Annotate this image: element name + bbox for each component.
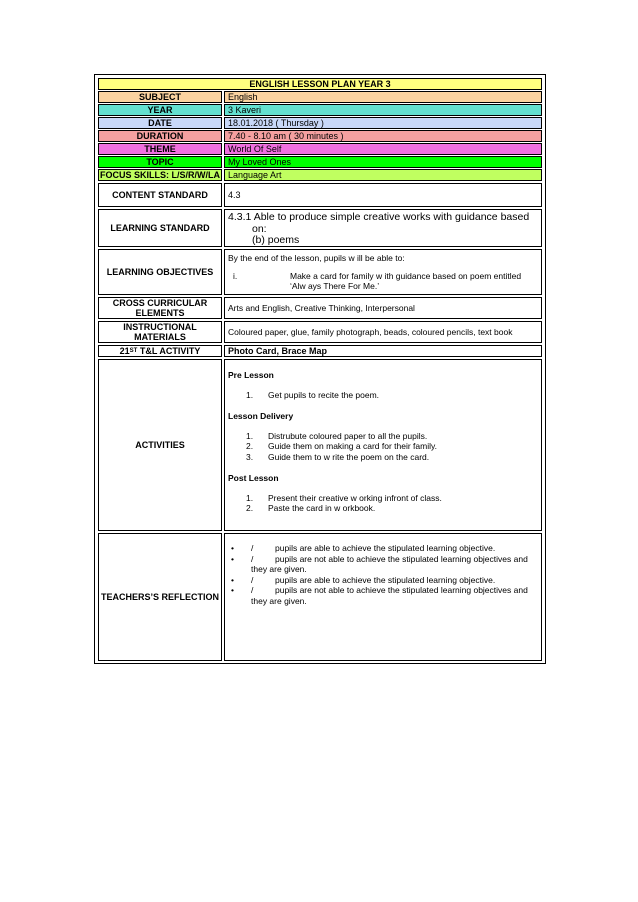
topic-label: TOPIC (98, 156, 222, 168)
learning-standard-line1: 4.3.1 Able to produce simple creative works with guidance based (228, 211, 530, 223)
post-item (228, 503, 541, 514)
cross-curricular-value: Arts and English, Creative Thinking, Interpersonal (224, 297, 542, 319)
date-label: DATE (98, 117, 222, 129)
content-standard-value: 4.3 (224, 183, 542, 207)
delivery-item-number: 2. (246, 441, 254, 451)
post-lesson-heading: Post Lesson (228, 473, 279, 483)
reflection-text: pupils are not able to achieve the stipulated learning objectives and (275, 585, 528, 595)
cross-curricular-label-line1: CROSS CURRICULAR (112, 298, 208, 308)
tl-activity-value: Photo Card, Brace Map (224, 345, 542, 357)
reflection-item (227, 585, 541, 596)
focus-skills-value: Language Art (224, 169, 542, 181)
pre-lesson-heading: Pre Lesson (228, 370, 274, 380)
reflection-value (224, 533, 542, 661)
reflection-text: pupils are not able to achieve the stipulated learning objectives and (275, 553, 528, 564)
lesson-plan-title: ENGLISH LESSON PLAN YEAR 3 (98, 78, 542, 90)
instructional-label-line1: INSTRUCTIONAL (123, 322, 197, 332)
subject-label: SUBJECT (98, 91, 222, 103)
year-value: 3 Kaveri (224, 104, 542, 116)
reflection-label: TEACHERS’S REFLECTION (98, 533, 222, 661)
reflection-text-cont: they are given. (251, 564, 307, 574)
topic-value: My Loved Ones (224, 156, 542, 168)
delivery-item-text: Distrubute coloured paper to all the pupils. (268, 430, 428, 441)
objective-number: i. (233, 271, 238, 281)
reflection-text: pupils are able to achieve the stipulated learning objective. (275, 574, 496, 585)
tl-activity-prefix: 21 (119, 346, 130, 356)
lesson-plan-table (94, 74, 546, 664)
reflection-item (227, 543, 541, 554)
delivery-item-text: Guide them on making a card for their family. (268, 441, 437, 451)
bullet-icon: • (231, 585, 234, 595)
content-standard-label: CONTENT STANDARD (98, 183, 222, 207)
duration-label: DURATION (98, 130, 222, 142)
pre-lesson-item (228, 390, 541, 401)
delivery-item (228, 431, 541, 442)
learning-standard-value (224, 209, 542, 247)
lesson-delivery-heading: Lesson Delivery (228, 411, 294, 421)
reflection-text: pupils are able to achieve the stipulated learning objective. (275, 543, 496, 553)
tick-slot: / (251, 553, 254, 564)
cross-curricular-label (98, 297, 222, 319)
delivery-item-number: 3. (246, 451, 254, 462)
tick-slot: / (251, 543, 254, 553)
delivery-item-number: 1. (246, 430, 254, 441)
reflection-text-cont: they are given. (251, 595, 307, 606)
delivery-item-text: Guide them to w rite the poem on the card. (268, 451, 430, 462)
learning-standard-label: LEARNING STANDARD (98, 209, 222, 247)
bullet-icon: • (231, 574, 234, 585)
tl-activity-sup: ST (129, 348, 138, 354)
year-label: YEAR (98, 104, 222, 116)
objective-line1: Make a card for family w ith guidance based on poem entitled (290, 271, 522, 281)
delivery-item (228, 441, 541, 452)
learning-standard-line2: on: (252, 222, 267, 235)
post-item (228, 493, 541, 504)
learning-standard-line3: (b) poems (252, 234, 300, 246)
learning-objectives-label: LEARNING OBJECTIVES (98, 249, 222, 295)
bullet-icon: • (231, 553, 234, 564)
post-item-text: Present their creative w orking infront of class. (268, 492, 442, 503)
theme-value: World Of Self (224, 143, 542, 155)
learning-objectives-value (224, 249, 542, 295)
delivery-item (228, 452, 541, 463)
activities-label: ACTIVITIES (98, 359, 222, 531)
post-item-number: 1. (246, 492, 254, 503)
theme-label: THEME (98, 143, 222, 155)
focus-skills-label: FOCUS SKILLS: L/S/R/W/LA (100, 170, 220, 180)
instructional-label-line2: MATERIALS (134, 332, 186, 342)
activities-value (224, 359, 542, 531)
instructional-materials-label (98, 321, 222, 343)
objectives-intro: By the end of the lesson, pupils w ill be able to: (228, 253, 405, 263)
pre-item-number: 1. (246, 389, 254, 400)
post-item-number: 2. (246, 503, 254, 513)
duration-value: 7.40 - 8.10 am ( 30 minutes ) (224, 130, 542, 142)
tl-activity-suffix: T&L ACTIVITY (137, 346, 201, 356)
tl-activity-label (98, 345, 222, 357)
date-value: 18.01.2018 ( Thursday ) (224, 117, 542, 129)
tick-slot: / (251, 585, 254, 595)
reflection-item (227, 575, 541, 586)
instructional-materials-value: Coloured paper, glue, family photograph, beads, coloured pencils, text book (224, 321, 542, 343)
objective-line2: ‘Alw ays There For Me.’ (290, 281, 380, 291)
cross-curricular-label-line2: ELEMENTS (135, 308, 185, 318)
reflection-item (227, 554, 541, 565)
bullet-icon: • (231, 543, 234, 553)
post-item-text: Paste the card in w orkbook. (268, 503, 376, 513)
tick-slot: / (251, 574, 254, 585)
pre-item-text: Get pupils to recite the poem. (268, 389, 380, 400)
subject-value: English (224, 91, 542, 103)
